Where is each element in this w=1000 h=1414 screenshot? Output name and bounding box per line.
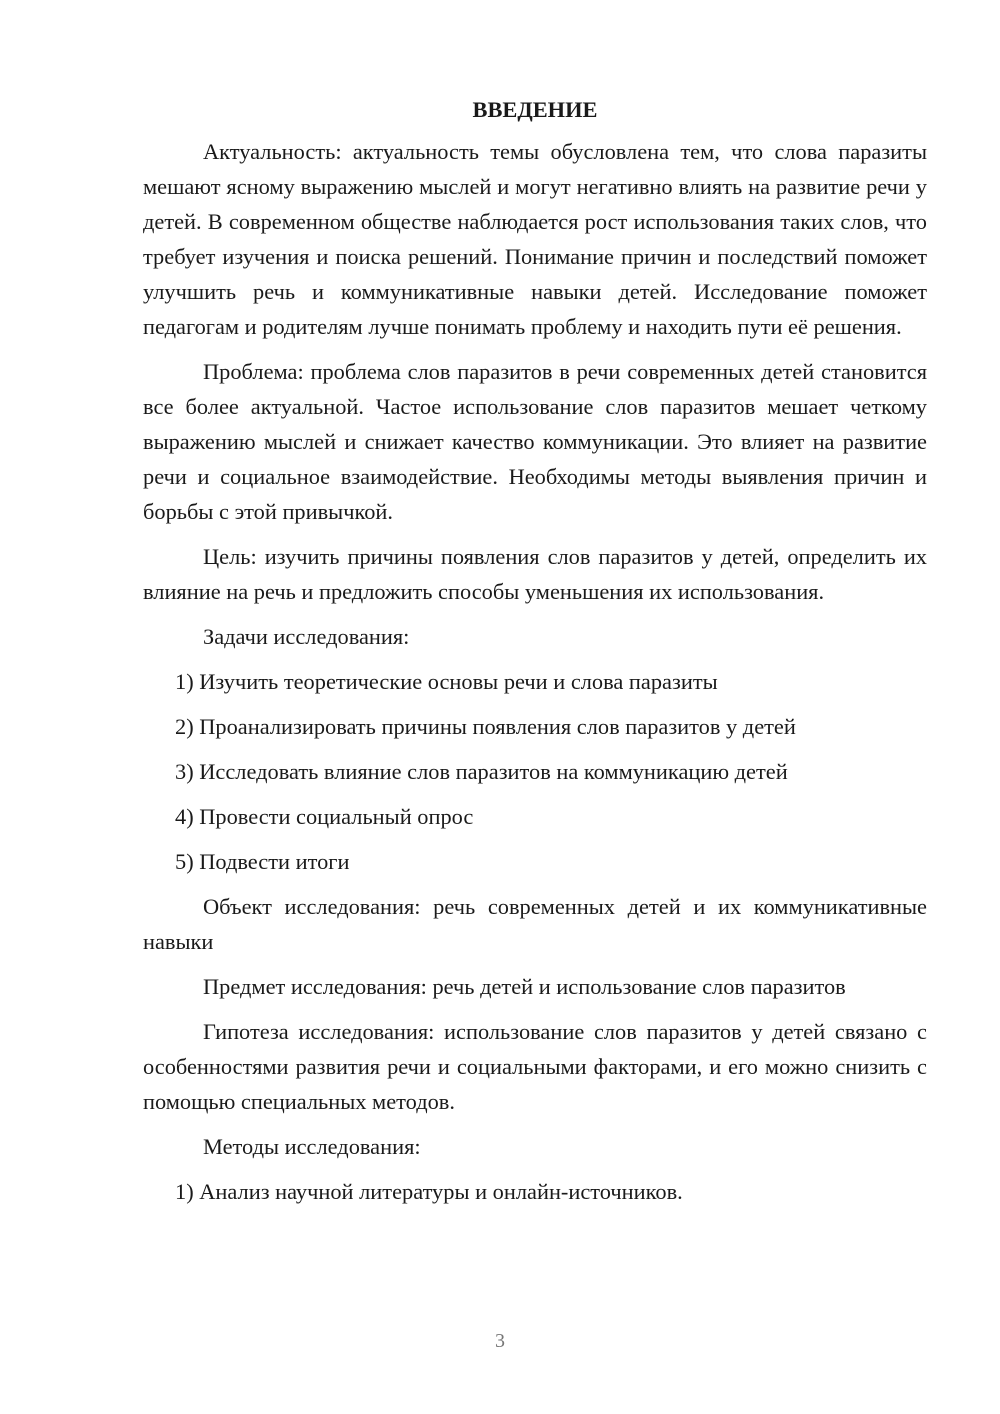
list-item: 4) Провести социальный опрос	[175, 804, 474, 829]
document-page	[143, 92, 927, 1219]
methods-list	[143, 1174, 927, 1209]
goal-paragraph: Цель: изучить причины появления слов паразитов у детей, определить их влияние на речь и предложить способы уменьшения их использования.	[143, 544, 927, 604]
page-title: ВВЕДЕНИЕ	[472, 97, 598, 122]
list-item: 1) Изучить теоретические основы речи и слова паразиты	[175, 669, 718, 694]
list-item: 2) Проанализировать причины появления слов паразитов у детей	[175, 714, 796, 739]
list-item: 1) Анализ научной литературы и онлайн-источников.	[175, 1179, 683, 1204]
tasks-heading: Задачи исследования:	[203, 624, 410, 649]
tasks-list	[143, 664, 927, 879]
subject-paragraph: Предмет исследования: речь детей и использование слов паразитов	[203, 974, 846, 999]
page-number: 3	[495, 1330, 505, 1352]
relevance-paragraph: Актуальность: актуальность темы обусловлена тем, что слова паразиты мешают ясному выражению мыслей и могут негативно влиять на развитие речи у детей. В современном обществе наблюдается рост использования таких слов, что требует изучения и поиска решений. Понимание причин и последствий поможет улучшить речь и коммуникативные навыки детей. Исследование поможет педагогам и родителям лучше понимать проблему и находить пути её решения.	[143, 139, 927, 339]
methods-heading: Методы исследования:	[203, 1134, 421, 1159]
list-item: 5) Подвести итоги	[175, 849, 350, 874]
list-item: 3) Исследовать влияние слов паразитов на коммуникацию детей	[175, 759, 788, 784]
object-paragraph: Объект исследования: речь современных детей и их коммуникативные навыки	[143, 894, 927, 954]
problem-paragraph: Проблема: проблема слов паразитов в речи современных детей становится все более актуальной. Частое использование слов паразитов мешает четкому выражению мыслей и снижает качество коммуникации. Это влияет на развитие речи и социальное взаимодействие. Необходимы методы выявления причин и борьбы с этой привычкой.	[143, 359, 927, 524]
hypothesis-paragraph: Гипотеза исследования: использование слов паразитов у детей связано с особенностями развития речи и социальными факторами, и его можно снизить с помощью специальных методов.	[143, 1019, 927, 1114]
